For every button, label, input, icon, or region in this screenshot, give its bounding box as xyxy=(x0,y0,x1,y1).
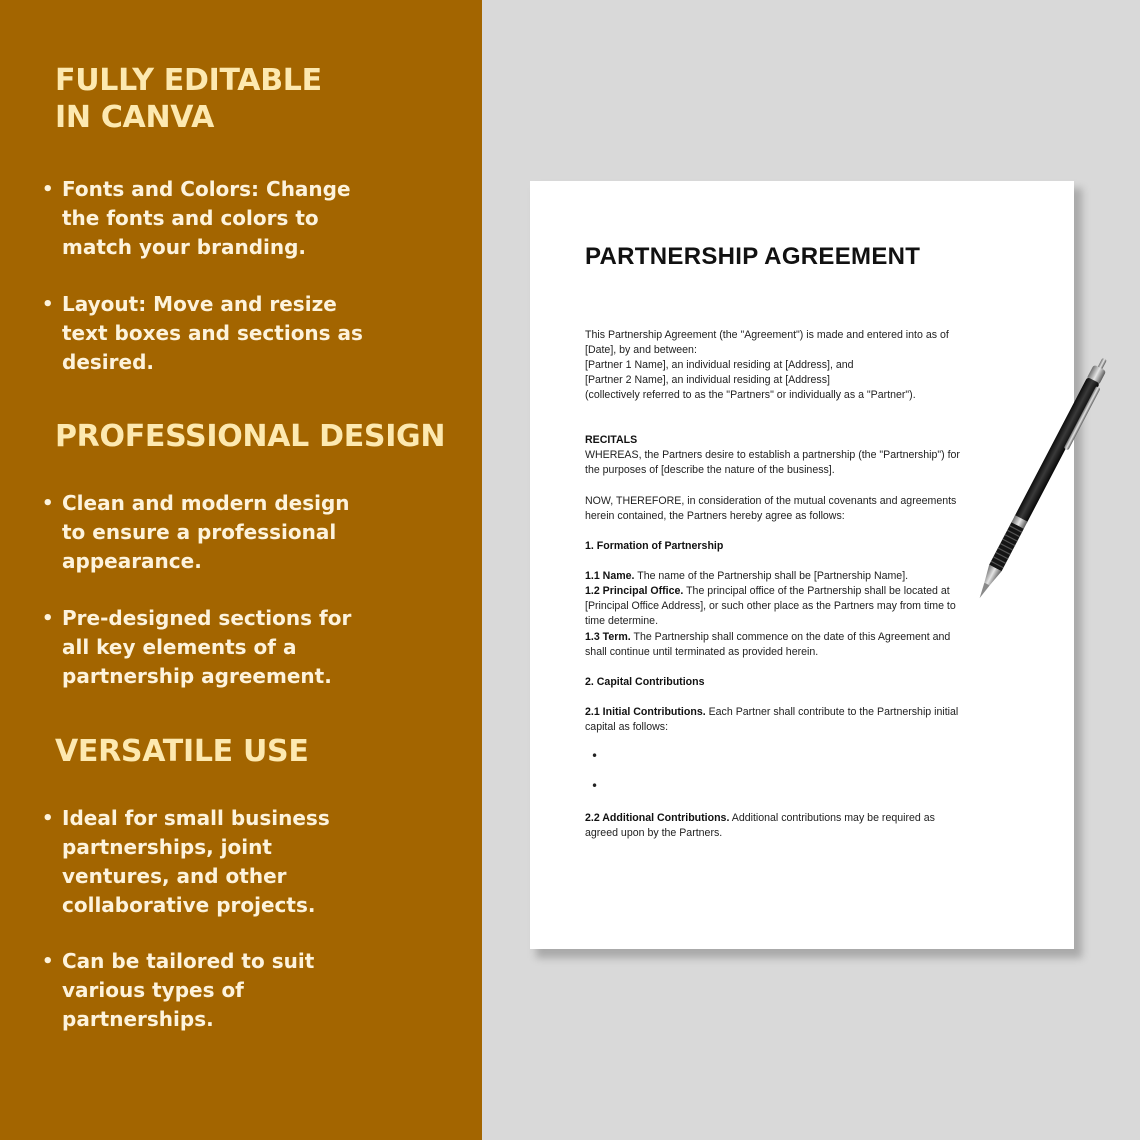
now-therefore-line: NOW, THEREFORE, in consideration of the mutual covenants and agreements xyxy=(585,495,957,507)
features-panel: FULLY EDITABLE IN CANVA • Fonts and Colors: Change the fonts and colors to match your branding. • Layout: Move and resize text boxes and sections as desired. PROFESSIONAL DESIGN • Clean and modern design to ensure a professional appearance. • Pre-designed sections for all key elements of a partnership agreement. VERSATILE USE • Ideal for small business partnerships, joint ventures, and other collaborative projects. • Can be tailored to suit various types of partnerships. xyxy=(0,0,482,1140)
bullet-dot: • xyxy=(42,179,54,200)
recitals-heading: RECITALS xyxy=(585,434,638,446)
document-page xyxy=(530,181,1074,949)
clause-2-2: 2.2 Additional Contributions. Additional contributions may be required as xyxy=(585,812,935,824)
clause-1-3: 1.3 Term. The Partnership shall commence on the date of this Agreement and xyxy=(585,631,951,643)
intro-line: [Partner 2 Name], an individual residing at [Address] xyxy=(585,374,830,386)
recitals-line: WHEREAS, the Partners desire to establish a partnership (the "Partnership") for xyxy=(585,449,960,461)
bullet-dot: • xyxy=(42,493,54,514)
clause-2-1-cont: capital as follows: xyxy=(585,721,669,733)
intro-line: [Date], by and between: xyxy=(585,344,697,356)
recitals-line: the purposes of [describe the nature of the business]. xyxy=(585,464,835,476)
bullet-dot: • xyxy=(42,294,54,315)
heading-versatile-use: VERSATILE USE xyxy=(55,734,309,769)
bullet-dot: • xyxy=(42,608,54,629)
empty-list-bullet: • xyxy=(591,779,599,793)
clause-1-2-cont: [Principal Office Address], or such other place as the Partners may from time to xyxy=(585,600,956,612)
section-1-heading: 1. Formation of Partnership xyxy=(585,540,724,552)
bullet-dot: • xyxy=(42,808,54,829)
empty-list-bullet: • xyxy=(591,749,599,763)
now-therefore-line: herein contained, the Partners hereby agree as follows: xyxy=(585,510,845,522)
clause-1-1: 1.1 Name. The name of the Partnership shall be [Partnership Name]. xyxy=(585,570,909,582)
section-2-heading: 2. Capital Contributions xyxy=(585,676,705,688)
intro-line: This Partnership Agreement (the "Agreement") is made and entered into as of xyxy=(585,329,949,341)
heading-professional-design: PROFESSIONAL DESIGN xyxy=(55,419,446,454)
clause-2-2-cont: agreed upon by the Partners. xyxy=(585,827,723,839)
clause-1-2: 1.2 Principal Office. The principal office of the Partnership shall be located at xyxy=(585,585,950,597)
intro-line: [Partner 1 Name], an individual residing at [Address], and xyxy=(585,359,854,371)
document-title: PARTNERSHIP AGREEMENT xyxy=(585,243,921,270)
intro-line: (collectively referred to as the "Partners" or individually as a "Partner"). xyxy=(585,389,916,401)
clause-2-1: 2.1 Initial Contributions. Each Partner shall contribute to the Partnership initial xyxy=(585,706,959,718)
bullet-dot: • xyxy=(42,951,54,972)
clause-1-3-cont: shall continue until terminated as provided herein. xyxy=(585,646,819,658)
heading-fully-editable: FULLY EDITABLE IN CANVA xyxy=(55,63,322,135)
clause-1-2-cont: time determine. xyxy=(585,615,659,627)
